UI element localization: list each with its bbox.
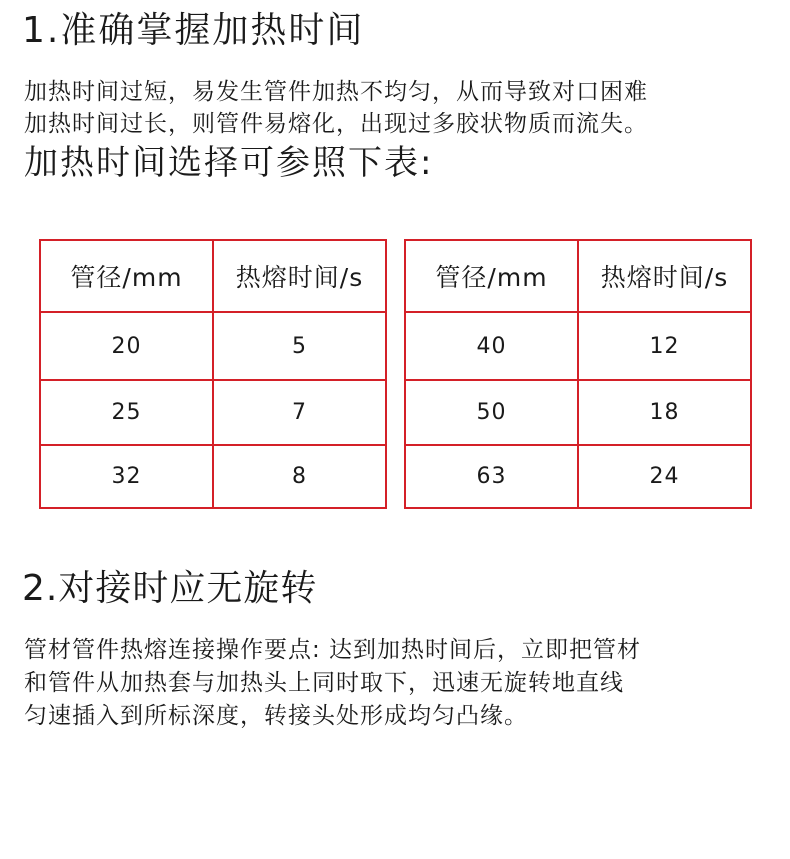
header-heating-time: 热熔时间/s [213, 240, 386, 312]
cell-diameter: 40 [405, 312, 578, 380]
table-row [40, 445, 386, 508]
cell-time: 5 [213, 312, 386, 380]
cell-time: 12 [578, 312, 751, 380]
header-pipe-diameter: 管径/mm [40, 240, 213, 312]
table-row [40, 380, 386, 445]
table-intro: 加热时间选择可参照下表: [24, 143, 434, 183]
cell-diameter: 63 [405, 445, 578, 508]
cell-diameter: 25 [40, 380, 213, 445]
heating-time-table-right [404, 239, 752, 509]
cell-diameter: 20 [40, 312, 213, 380]
table-header-row [405, 240, 751, 312]
cell-diameter: 32 [40, 445, 213, 508]
cell-time: 24 [578, 445, 751, 508]
heating-time-table-left [39, 239, 387, 509]
cell-diameter: 50 [405, 380, 578, 445]
section2-line-1: 管材管件热熔连接操作要点: 达到加热时间后，立即把管材 [24, 637, 642, 663]
header-heating-time: 热熔时间/s [578, 240, 751, 312]
table-row [405, 312, 751, 380]
section1-line-1: 加热时间过短，易发生管件加热不均匀，从而导致对口困难 [24, 79, 648, 105]
section2-heading: 2.对接时应无旋转 [22, 568, 318, 609]
header-pipe-diameter: 管径/mm [405, 240, 578, 312]
section2-line-2: 和管件从加热套与加热头上同时取下，迅速无旋转地直线 [24, 670, 624, 696]
cell-time: 7 [213, 380, 386, 445]
section1-paragraph [24, 76, 648, 140]
section2-line-3: 匀速插入到所标深度，转接头处形成均匀凸缘。 [24, 703, 528, 729]
table-row [40, 312, 386, 380]
cell-time: 18 [578, 380, 751, 445]
table-header-row [40, 240, 386, 312]
section1-line-2: 加热时间过长，则管件易熔化，出现过多胶状物质而流失。 [24, 111, 648, 137]
cell-time: 8 [213, 445, 386, 508]
table-row [405, 380, 751, 445]
section1-heading: 1.准确掌握加热时间 [22, 10, 365, 51]
table-row [405, 445, 751, 508]
section2-paragraph [24, 634, 641, 733]
